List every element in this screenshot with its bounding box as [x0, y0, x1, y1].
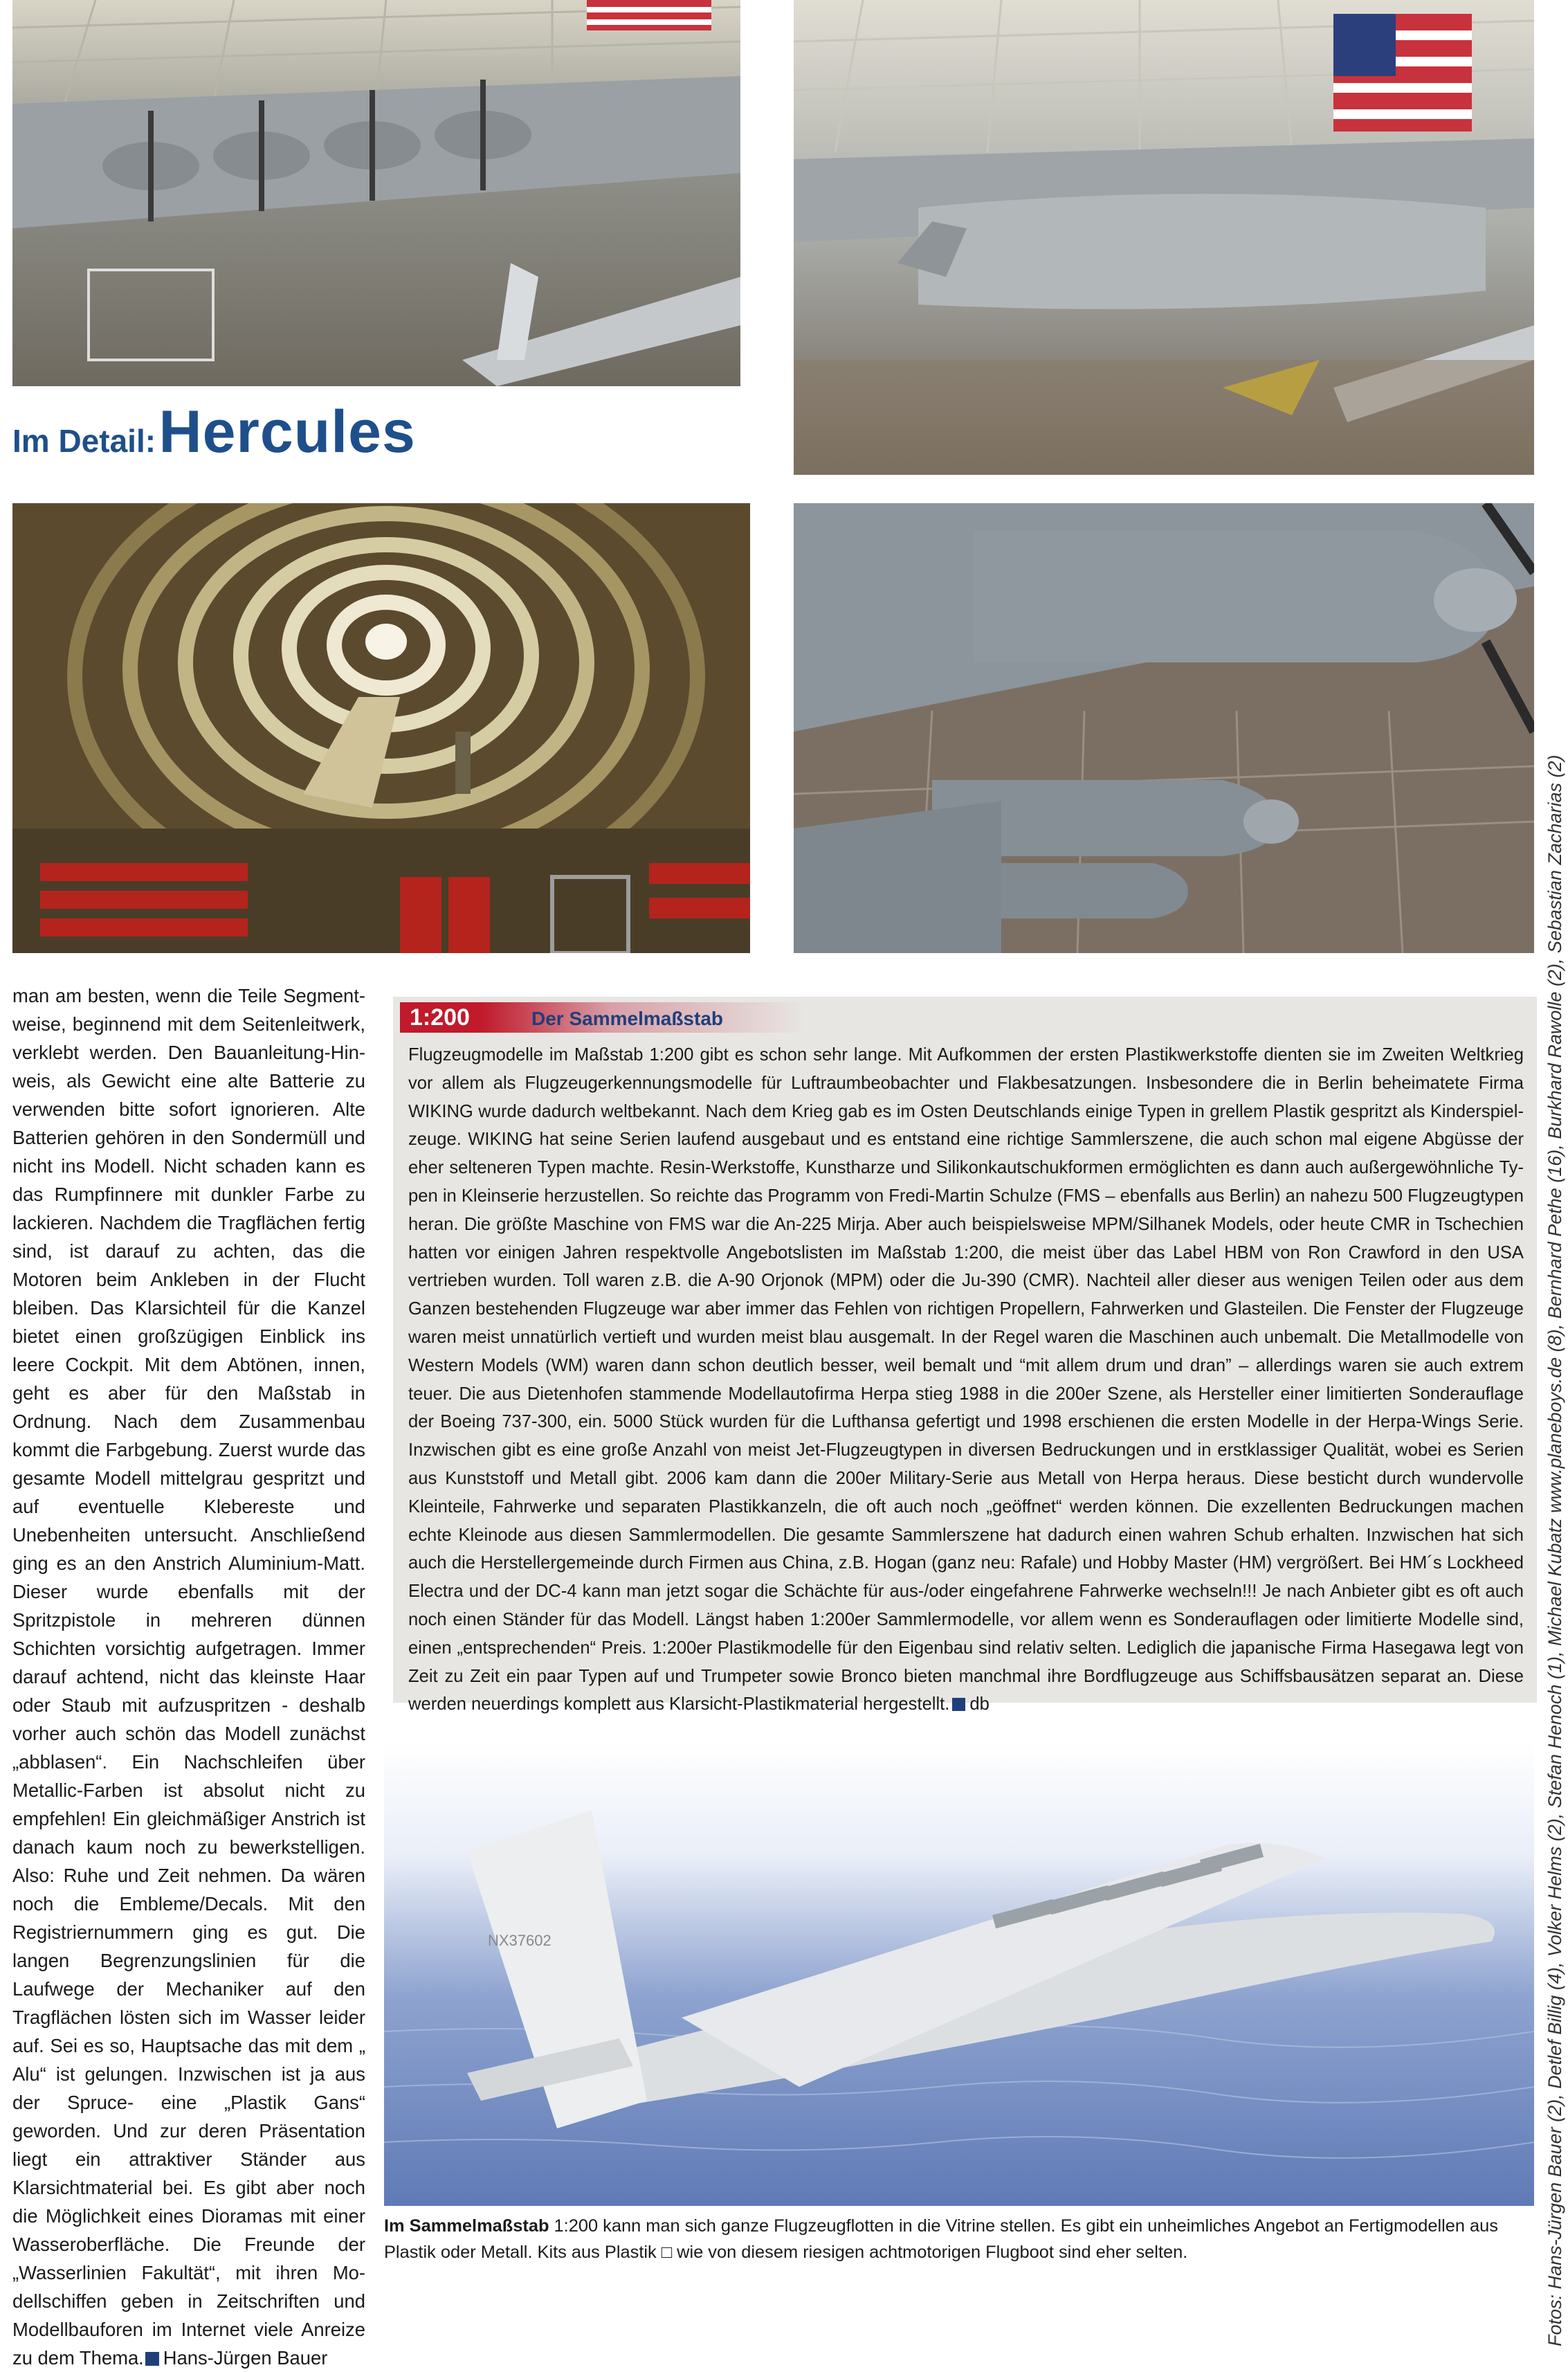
sidebox-title: Der Sammelmaßstab: [531, 1008, 724, 1029]
sidebox-signature: db: [969, 1694, 990, 1714]
title-prefix: Im Detail:: [12, 423, 156, 459]
photo-engine-nacelles: [794, 503, 1534, 953]
article-body-left: [12, 981, 365, 2372]
photo-caption: [384, 2213, 1526, 2265]
photo-hangar-flag: [794, 0, 1534, 475]
caption-label: Im Sammelmaßstab: [384, 2216, 549, 2236]
article-author: Hans-Jürgen Bauer: [163, 2347, 328, 2369]
end-marker-icon: [145, 2352, 159, 2366]
page-title: [12, 398, 739, 474]
model-registration: NX37602: [488, 1932, 551, 1949]
sidebox-tag: 1:200: [400, 1002, 491, 1033]
sidebox-text: Flugzeugmodelle im Maßstab 1:200 gibt es schon sehr lange. Mit Aufkommen der ersten Plastikwerkstoffe dienten sie im Zweiten Weltkrieg vor allem als Flugzeugerkennungsmodelle für Luftraumbeobachter und Flakbesatzungen. Insbesondere die in Berlin beheimatete Firma WIKING wurde dadurch weltbekannt. Nach dem Krieg gab es im Osten Deutschlands einige Typen in grellem Plastik gespritzt als Kinderspielzeuge. WIKING hat seine Serien laufend ausgebaut und es entstand eine richtige Sammlerszene, die auch schon mal eigene Abgüsse der eher selteneren Typen machte. Resin-Werkstoffe, Kunstharze und Silikonkautschukformen ermöglichten es dann auch außergewöhnliche Typen in Kleinserie herzustellen. So reichte das Programm von Fredi-Martin Schulze (FMS – ebenfalls aus Berlin) an nahezu 500 Flugzeugtypen heran. Die größte Maschine von FMS war die An-225 Mirja. Aber auch beispielsweise MPM/Silhanek Models, oder heute CMR in Tschechien hatten vor einigen Jahren respektvolle Angebotslisten im Maßstab 1:200, die meist über das Label HBM von Ron Crawford in den USA vertrieben wurden. Toll waren z.B. die A-90 Orjonok (MPM) oder die Ju-390 (CMR). Nachteil aller dieser aus wenigen Teilen oder aus dem Ganzen bestehenden Flugzeuge war aber immer das Fehlen von richtigen Propellern, Fahrwerken und Glasteilen. Die Fenster der Flugzeuge waren meist unnatürlich vertieft und wurden meist blau ausgemalt. In der Regel waren die Maschinen auch unbemalt. Die Metallmodelle von Western Models (WM) waren dann schon deutlich besser, weil bemalt und “mit allem drum und dran” – allerdings waren sie auch extrem teuer. Die aus Dietenhofen stammende Modellautofirma Herpa stieg 1988 in die 200er Szene, als Hersteller einer limitierten Sonderauflage der Boeing 737-300, ein. 5000 Stück wurden für die Lufthansa gefertigt und 1998 erschienen die ersten Modelle in der Herpa-Wings Serie. Inzwischen gibt es eine große Anzahl von meist Jet-Flugzeugtypen in diversen Bedruckungen und in erstklassiger Qualität, wobei es Serien aus Kunststoff und Metall gibt. 2006 kam dann die 200er Military-Serie aus Metall von Herpa heraus. Diese besticht durch wundervolle Kleinteile, Fahrwerke und separaten Plastikkanzeln, die oft auch noch „geöffnet“ werden können. Die exzellenten Bedruckungen machen echte Kleinode aus diesen Sammlermodellen. Die gesamte Sammlerszene hat dadurch einen wahren Schub erhalten. Inzwischen hat sich auch die Herstellergemeinde durch Firmen aus China, z.B. Hogan (ganz neu: Rafale) und Hobby Master (HM) vergrößert. Bei HM´s Lockheed Electra und der DC-4 kann man jetzt sogar die Schächte für aus-/oder eingefahrene Fahrwerke wechseln!!! Je nach Anbieter gibt es oft auch noch einen Ständer für das Modell. Längst haben 1:200er Sammlermodelle, vor allem wenn es Sonderauflagen oder limitierte Modelle sind, einen „entsprechenden“ Preis. 1:200er Plastikmodelle für den Eigenbau sind relativ selten. Lediglich die japanische Firma Hasegawa legt von Zeit zu Zeit ein paar Typen auf und Trumpeter sowie Bronco bieten manchmal ihre Bordflugzeuge aus Schiffsbausätzen separat an. Diese werden neuerdings komplett aus Klarsicht-Plastikmaterial hergestellt.: [408, 1045, 1524, 1714]
photo-credits: Fotos: Hans-Jürgen Bauer (2), Detlef Billig (4), Volker Helms (2), Stefan Henoch (1), Michael Kubatz www.planeboys.de (8), Bernhard Pethe (16), Burkhard Rawolle (2), Sebastian Zacharias (2): [1544, 754, 1565, 2346]
sidebox-body: [408, 1041, 1524, 1719]
photo-fuselage-interior: [12, 503, 750, 953]
title-main: Hercules: [158, 399, 416, 465]
photo-hangar-wing: [12, 0, 740, 386]
sidebox-sammelmassstab: [393, 997, 1537, 1714]
photo-model: [384, 1741, 1534, 2206]
caption-text: 1:200 kann man sich ganze Flugzeugflotten in die Vitrine stellen. Es gibt ein unheimliches Angebot an Fertigmodellen aus Plastik oder Metall. Kits aus Plastik □ wie von diesem riesigen achtmotorigen Flugboot sind eher selten.: [384, 2216, 1498, 2262]
end-marker-icon: [952, 1698, 965, 1711]
article-text: man am besten, wenn die Teile Segmentweise, beginnend mit dem Seitenleitwerk, verklebt werden. Den Bauanleitung-Hinweis, als Gewicht eine alte Batterie zu verwenden bitte sofort ignorieren. Alte Batterien gehören in den Sondermüll und nicht ins Modell. Nicht schaden kann es das Rumpfinnere mit dunkler Farbe zu lackieren. Nachdem die Tragflächen fertig sind, ist darauf zu achten, das die Motoren beim Ankleben in der Flucht bleiben. Das Klarsichteil für die Kanzel bietet einen großzügigen Einblick ins leere Cockpit. Mit dem Abtönen, innen, geht es aber für den Maßstab in Ordnung. Nach dem Zusammenbau kommt die Farbgebung. Zuerst wurde das gesamte Modell mittelgrau gespritzt und auf eventuelle Klebereste und Unebenheiten untersucht. Anschließend ging es an den Anstrich Aluminium-Matt. Dieser wurde ebenfalls mit der Spritzpistole in mehreren dünnen Schichten vorsichtig aufgetragen. Immer darauf achtend, nicht das kleinste Haar oder Staub mit aufzuspritzen - deshalb vorher auch schön das Modell zunächst „abblasen“. Ein Nachschleifen über Metallic-Farben ist absolut nicht zu empfehlen! Ein gleichmäßiger Anstrich ist danach kaum noch zu bewerkstelligen. Also: Ruhe und Zeit nehmen. Da wären noch die Embleme/Decals. Mit den Registriernummern ging es gut. Die langen Begrenzungslinien für die Laufwege der Mechaniker auf den Tragflächen lösten sich im Wasser leider auf. Sei es so, Hauptsache das mit dem „ Alu“ ist gelungen. Inzwischen ist ja aus der Spruce- eine „Plastik Gans“ geworden. Und zur deren Präsentation liegt ein attraktiver Ständer aus Klarsichtmaterial bei. Es gibt aber noch die Möglichkeit eines Dioramas mit einer Wasseroberfläche. Die Freunde der „Wasserlinien Fakultät“, mit ihren Modellschiffen geben in Zeitschriften und Modellbauforen im Internet viele Anreize zu dem Thema.: [12, 985, 365, 2369]
